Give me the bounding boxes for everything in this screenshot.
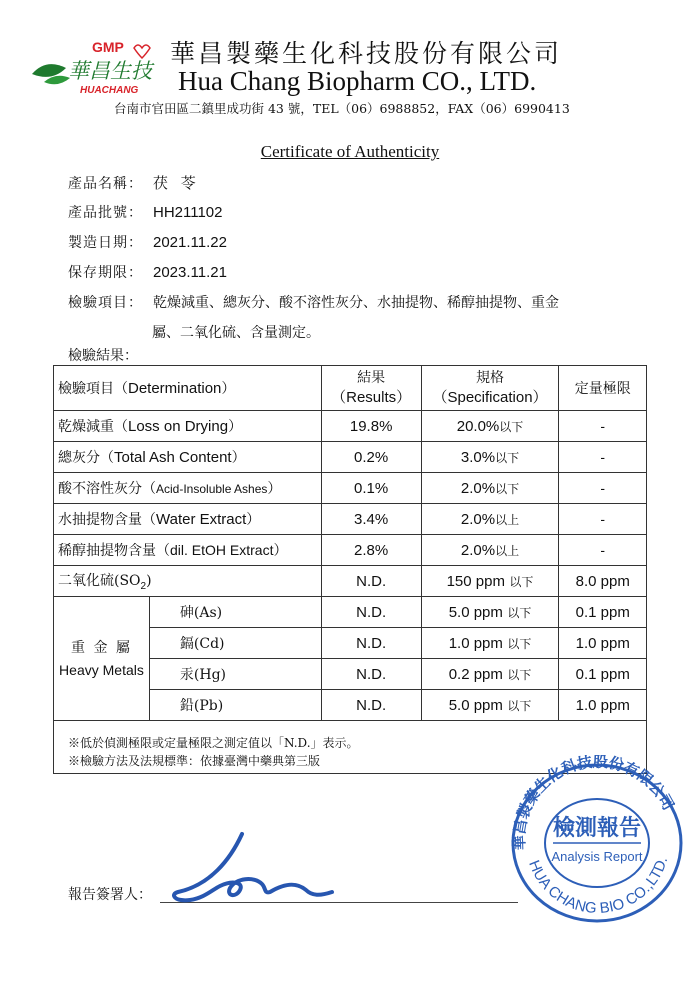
svg-text:華昌製藥生化科技股份有限公司: 華昌製藥生化科技股份有限公司 (510, 755, 678, 851)
results-table (53, 365, 647, 774)
logo-heart-icon (134, 45, 150, 58)
table-header-row (54, 366, 647, 411)
header-results: 結果 （Results） (321, 366, 421, 411)
row-spec: 1.0 ppm 以下 (421, 628, 559, 659)
results-label: 檢驗結果： (68, 348, 138, 364)
row-spec: 5.0 ppm 以下 (421, 690, 559, 721)
row-spec: 3.0%以下 (421, 442, 559, 473)
table-row (54, 535, 647, 566)
header-limit: 定量極限 (559, 366, 647, 411)
row-limit: 1.0 ppm (559, 628, 647, 659)
row-name: 酸不溶性灰分（Acid-Insoluble Ashes） (54, 473, 322, 504)
row-result: N.D. (321, 566, 421, 597)
row-result: N.D. (321, 628, 421, 659)
row-spec: 2.0%以上 (421, 535, 559, 566)
table-row (54, 442, 647, 473)
row-name: 鎘(Cd) (149, 628, 321, 659)
field-product-name: 產品名稱： 茯 苓 (68, 174, 200, 192)
row-spec: 5.0 ppm 以下 (421, 597, 559, 628)
row-result: N.D. (321, 597, 421, 628)
inspection-items-line1: 檢驗項目： 乾燥減重、總灰分、酸不溶性灰分、水抽提物、稀醇抽提物、重金 (68, 295, 559, 311)
logo-leaf-icon (32, 64, 66, 77)
row-name: 鉛(Pb) (149, 690, 321, 721)
handwritten-signature (170, 830, 340, 910)
company-address: 台南市官田區二鎮里成功街 43 號，TEL（06）6988852，FAX（06）6990413 (114, 101, 570, 116)
row-spec: 2.0%以上 (421, 504, 559, 535)
logo-brand-text: HUACHANG (80, 85, 139, 96)
notes (68, 734, 359, 770)
logo-gmp-text: GMP (92, 39, 124, 55)
row-result: N.D. (321, 690, 421, 721)
row-limit: - (559, 473, 647, 504)
table-row-arsenic (54, 597, 647, 628)
company-name-cn: 華昌製藥生化科技股份有限公司 (170, 39, 563, 68)
row-limit: 8.0 ppm (559, 566, 647, 597)
table-row-so2 (54, 566, 647, 597)
row-name: 總灰分（Total Ash Content） (54, 442, 322, 473)
field-manufacture-date: 製造日期： 2021.11.22 (68, 234, 227, 251)
row-name: 二氧化硫$(SO_2)$ (54, 566, 322, 597)
logo-leaf-icon-2 (44, 76, 70, 85)
row-name: 汞(Hg) (149, 659, 321, 690)
row-spec: 2.0%以下 (421, 473, 559, 504)
table-row (54, 504, 647, 535)
table-row (54, 411, 647, 442)
row-result: 0.1% (321, 473, 421, 504)
field-expiry-date: 保存期限： 2023.11.21 (68, 264, 227, 281)
analysis-report-stamp (505, 755, 690, 925)
row-result: 0.2% (321, 442, 421, 473)
svg-text:檢測報告: 檢測報告 (552, 815, 642, 841)
row-name: 稀醇抽提物含量（dil. EtOH Extract） (54, 535, 322, 566)
row-spec: 150 ppm 以下 (421, 566, 559, 597)
row-limit: - (559, 504, 647, 535)
row-name: 水抽提物含量（Water Extract） (54, 504, 322, 535)
row-spec: 20.0%以下 (421, 411, 559, 442)
row-result: 19.8% (321, 411, 421, 442)
row-result: 2.8% (321, 535, 421, 566)
company-name-en: Hua Chang Biopharm CO., LTD. (178, 66, 537, 96)
svg-text:HUA CHANG BIO CO.,LTD.: HUA CHANG BIO CO.,LTD. (525, 855, 672, 918)
certificate-title: Certificate of Authenticity (260, 142, 440, 161)
table-row (54, 473, 647, 504)
row-limit: - (559, 535, 647, 566)
row-result: 3.4% (321, 504, 421, 535)
row-spec: 0.2 ppm 以下 (421, 659, 559, 690)
field-batch-number: 產品批號： HH211102 (68, 204, 223, 221)
svg-text:Analysis Report: Analysis Report (551, 849, 643, 864)
row-result: N.D. (321, 659, 421, 690)
row-limit: 0.1 ppm (559, 597, 647, 628)
note-method: ※檢驗方法及法規標準：依據臺灣中藥典第三版 (68, 754, 321, 768)
note-nd: ※低於偵測極限或定量極限之測定值以「N.D.」表示。 (68, 736, 359, 750)
header-determination: 檢驗項目（Determination） (54, 366, 322, 411)
inspection-items-line2: 屬、二氧化硫、含量測定。 (152, 325, 320, 341)
heavy-metals-label: 重 金 屬 Heavy Metals (54, 597, 150, 721)
row-limit: 0.1 ppm (559, 659, 647, 690)
header-specification: 規格 （Specification） (421, 366, 559, 411)
logo-script-text: 華昌生技 (68, 59, 152, 83)
row-limit: 1.0 ppm (559, 690, 647, 721)
company-logo (30, 38, 165, 96)
signature-label: 報告簽署人： (68, 887, 152, 903)
row-name: 砷(As) (149, 597, 321, 628)
row-limit: - (559, 411, 647, 442)
row-limit: - (559, 442, 647, 473)
row-name: 乾燥減重（Loss on Drying） (54, 411, 322, 442)
